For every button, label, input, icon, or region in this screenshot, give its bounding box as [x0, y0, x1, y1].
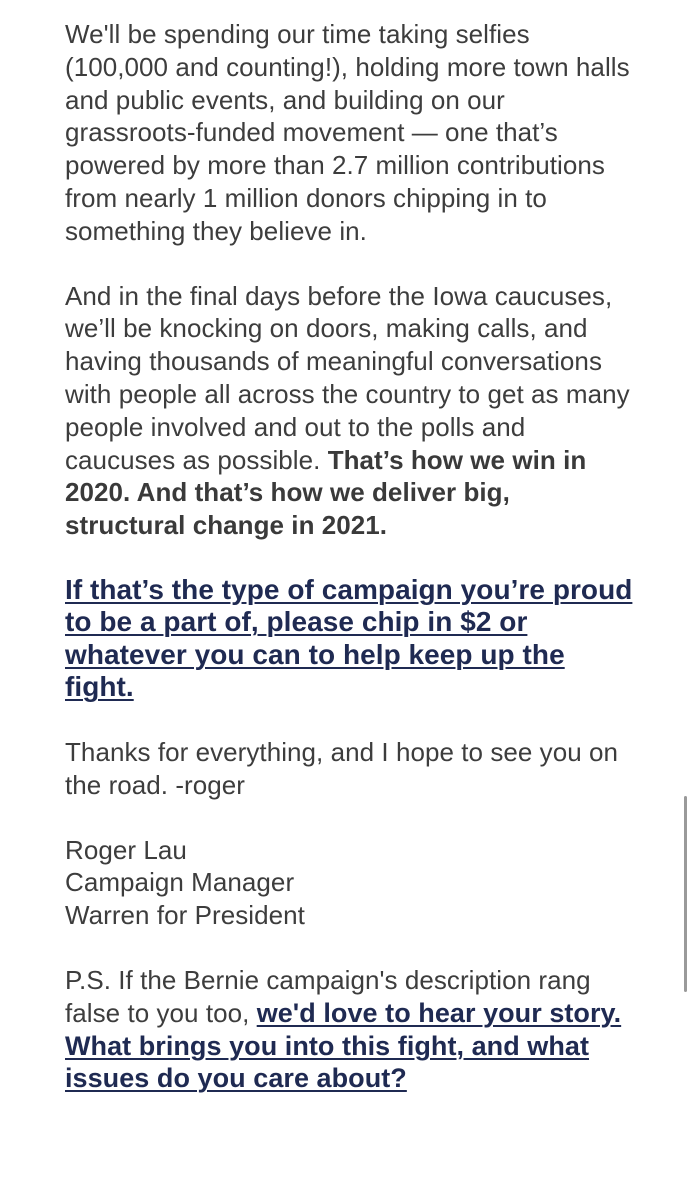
- paragraph-iowa-bold-text: That’s how we win in 2020. And that’s how we deliver big, structural change in 2021.: [65, 444, 587, 541]
- email-body: [65, 18, 635, 1127]
- story-survey-link[interactable]: we'd love to hear your story. What brings you into this fight, and what issues do you care about?: [65, 997, 622, 1094]
- paragraph-iowa-text: And in the final days before the Iowa caucuses, we’ll be knocking on doors, making calls, and having thousands of meaningful conversations with people all across the country to get as many people involved and out to the polls and caucuses as possible.: [65, 280, 630, 475]
- signature-org: Warren for President: [65, 900, 305, 931]
- thanks-paragraph: Thanks for everything, and I hope to see you on the road. -roger: [65, 736, 619, 800]
- ps-text: P.S. If the Bernie campaign's description rang false to you too,: [65, 964, 591, 1028]
- paragraph-iowa: [65, 280, 635, 542]
- signature-title: Campaign Manager: [65, 867, 295, 898]
- ps-paragraph: [65, 964, 635, 1095]
- signature-name: Roger Lau: [65, 834, 187, 865]
- paragraph-selfies: We'll be spending our time taking selfies (100,000 and counting!), holding more town halls and public events, and building on our grassroots-funded movement — one that’s powered by more than 2.7 million contributions from nearly 1 million donors chipping in to something they believe in.: [65, 19, 630, 246]
- scrollbar[interactable]: [684, 796, 687, 992]
- donate-cta-link[interactable]: If that’s the type of campaign you’re proud to be a part of, please chip in $2 or whatever you can to help keep up the fight.: [65, 573, 633, 703]
- signature-block: [65, 834, 635, 932]
